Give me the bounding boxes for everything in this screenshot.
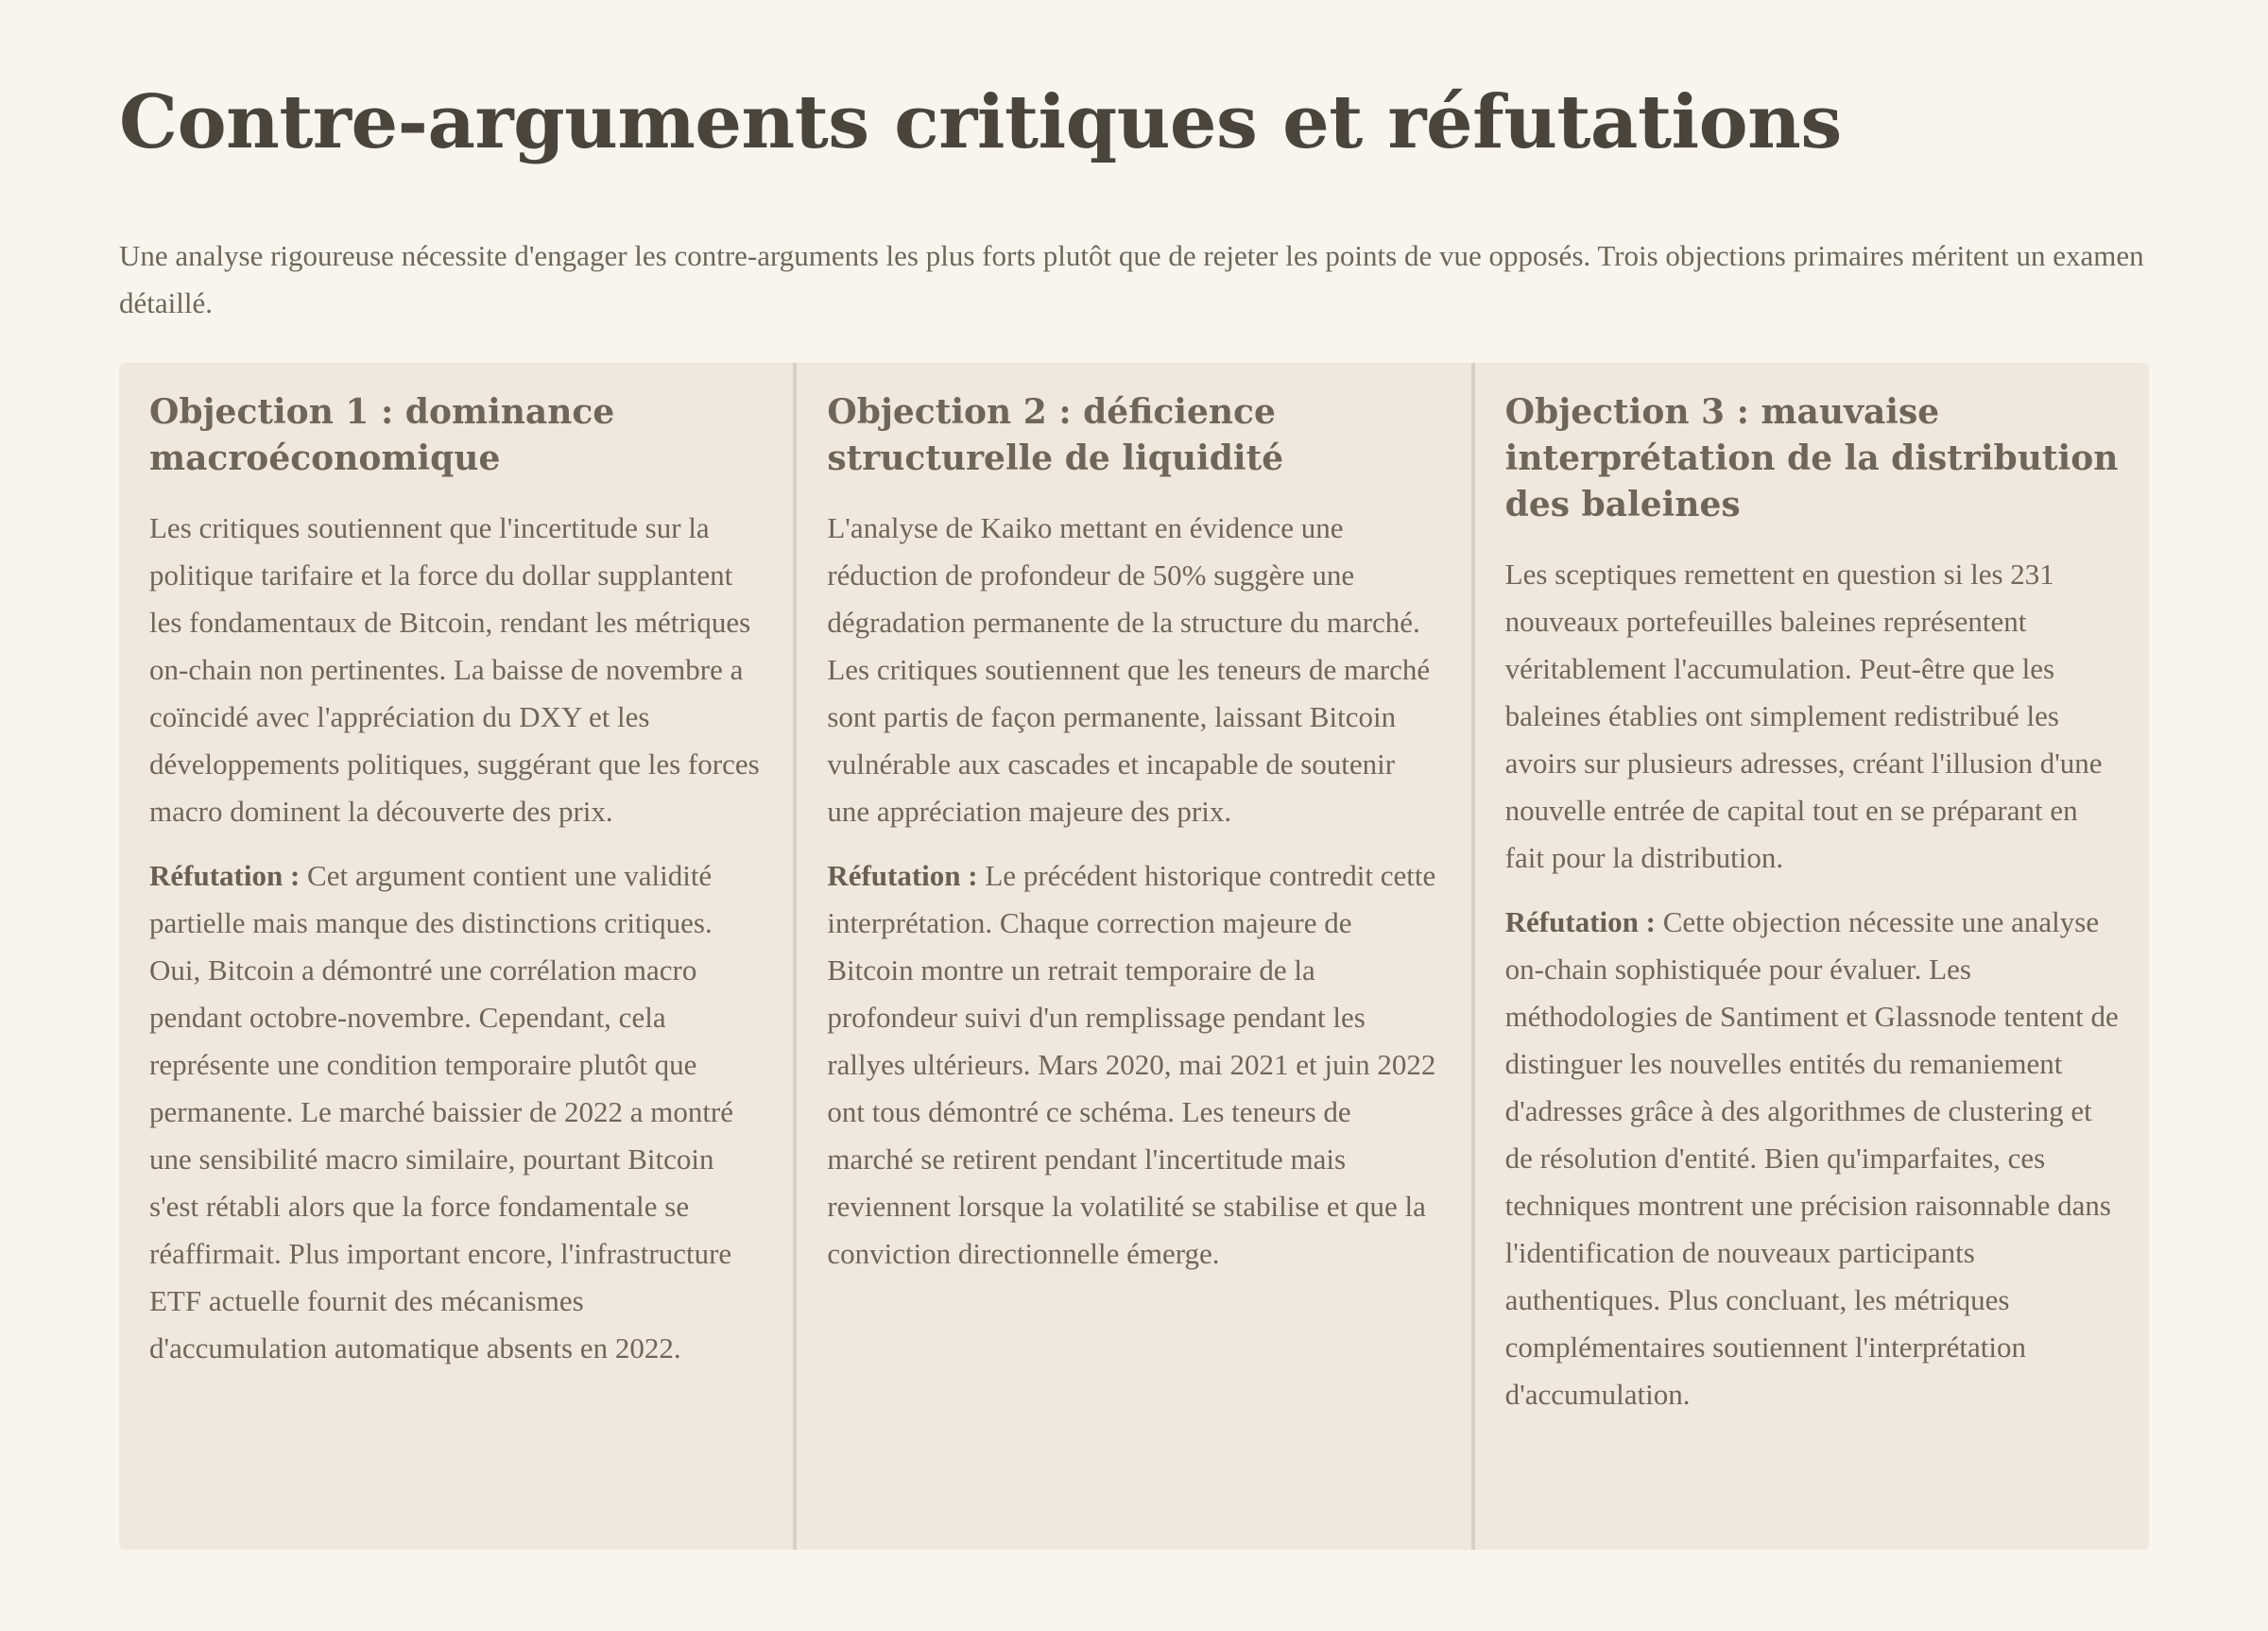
page-title: Contre-arguments critiques et réfutations (119, 79, 1842, 165)
refutation-label: Réfutation : (1504, 905, 1656, 938)
objection-title: Objection 1 : dominance macroéconomique (149, 392, 615, 478)
refutation-text: Cette objection nécessite une analyse on-chain sophistiquée pour évaluer. Les méthodologies de Santiment et Glassnode tentent de distinguer les nouvelles entités du remaniement d'adresses grâce à des algorithmes de clustering et de résolution d'entité. Bien qu'imparfaites, ces techniques montrent une précision raisonnable dans l'identification de nouveaux participants authentiques. Plus concluant, les métriques complémentaires soutiennent l'interprétation d'accumulation. (1504, 905, 2119, 1411)
refutation-text: Cet argument contient une validité partielle mais manque des distinctions critiques. Oui, Bitcoin a démontré une corrélation macro pendant octobre-novembre. Cependant, cela représente une condition temporaire plutôt que permanente. Le marché baissier de 2022 a montré une sensibilité macro similaire, pourtant Bitcoin s'est rétabli alors que la force fondamentale se réaffirmait. Plus important encore, l'infrastructure ETF actuelle fournit des mécanismes d'accumulation automatique absents en 2022. (149, 859, 734, 1365)
objection-body: L'analyse de Kaiko mettant en évidence une réduction de profondeur de 50% suggère une dégradation permanente de la structure du marché. Les critiques soutiennent que les teneurs de marché sont partis de façon permanente, laissant Bitcoin vulnérable aux cascades et incapable de soutenir une appréciation majeure des prix. (827, 511, 1431, 828)
objection-column-2 (793, 363, 1470, 1550)
refutation-label: Réfutation : (149, 859, 301, 892)
refutation-text: Le précédent historique contredit cette interprétation. Chaque correction majeure de Bitcoin montre un retrait temporaire de la profondeur suivi d'un remplissage pendant les rallyes ultérieurs. Mars 2020, mai 2021 et juin 2022 ont tous démontré ce schéma. Les teneurs de marché se retirent pendant l'incertitude mais reviennent lorsque la volatilité se stabilise et que la conviction directionnelle émerge. (827, 859, 1436, 1270)
objection-body: Les sceptiques remettent en question si les 231 nouveaux portefeuilles baleines représentent véritablement l'accumulation. Peut-être que les baleines établies ont simplement redistribué les avoirs sur plusieurs adresses, créant l'illusion d'une nouvelle entrée de capital tout en se préparant en fait pour la distribution. (1504, 558, 2103, 874)
objection-title: Objection 2 : déficience structurelle de liquidité (827, 392, 1284, 478)
objection-column-3 (1471, 363, 2149, 1550)
refutation-label: Réfutation : (827, 859, 978, 892)
refutation-paragraph (149, 852, 763, 1372)
objection-column-1 (119, 363, 793, 1550)
objection-title: Objection 3 : mauvaise interprétation de la distribution des baleines (1504, 392, 2119, 524)
refutation-paragraph (827, 852, 1440, 1278)
objection-body: Les critiques soutiennent que l'incertitude sur la politique tarifaire et la force du dollar supplantent les fondamentaux de Bitcoin, rendant les métriques on-chain non pertinentes. La baisse de novembre a coïncidé avec l'appréciation du DXY et les développements politiques, suggérant que les forces macro dominent la découverte des prix. (149, 511, 760, 828)
intro-paragraph: Une analyse rigoureuse nécessite d'engager les contre-arguments les plus forts plutôt que de rejeter les points de vue opposés. Trois objections primaires méritent un examen détaillé. (119, 239, 2144, 319)
refutation-paragraph (1505, 899, 2119, 1418)
objections-panel (119, 363, 2149, 1550)
